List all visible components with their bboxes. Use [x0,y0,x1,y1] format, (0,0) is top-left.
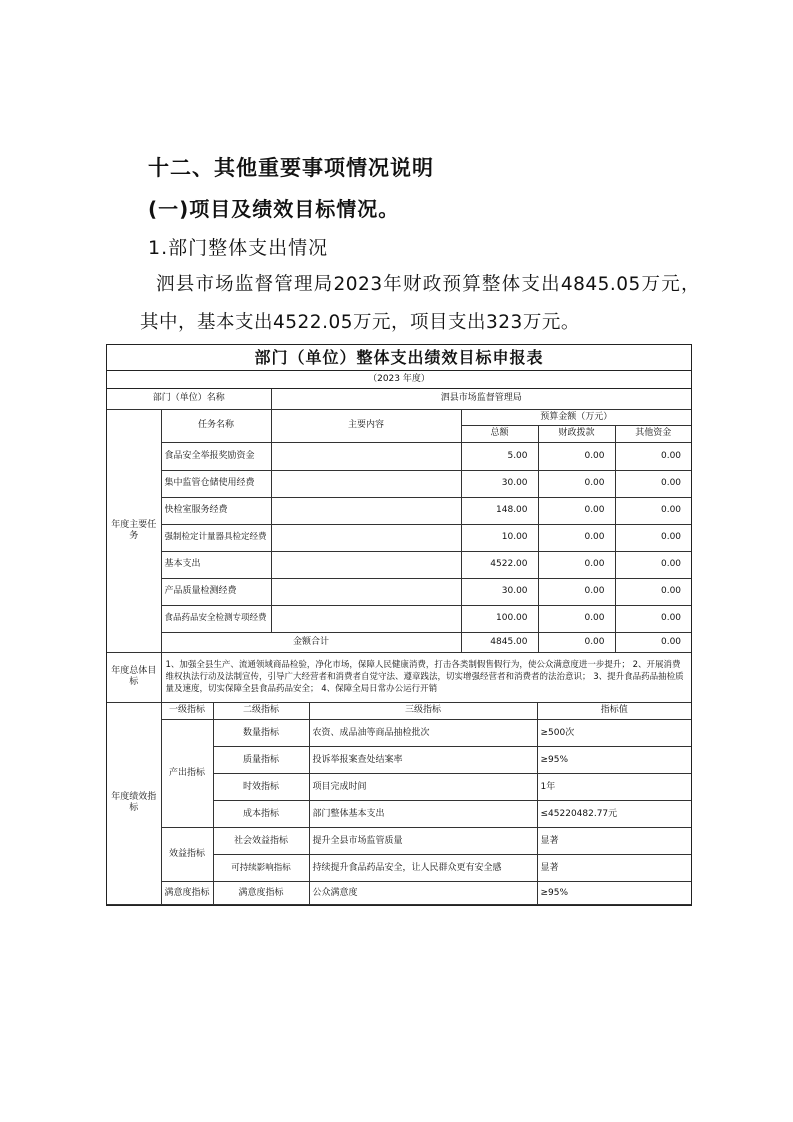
value-cell: 显著 [537,855,691,882]
task-other: 0.00 [615,470,691,497]
overall-goal-row [107,652,691,702]
tasks-table [107,389,691,703]
task-total: 10.00 [461,524,538,551]
perf-label: 年度绩效指标 [107,703,161,905]
level3-cell: 部门整体基本支出 [309,801,537,828]
table-row [107,882,691,905]
level3-cell: 公众满意度 [309,882,537,905]
perf-header-level3: 三级指标 [309,703,537,720]
task-fiscal: 0.00 [538,470,615,497]
header-main-content: 主要内容 [271,409,461,442]
level2-cell: 成本指标 [213,801,309,828]
task-content [271,442,461,470]
table-row [107,497,691,524]
task-fiscal: 0.00 [538,442,615,470]
level2-cell: 质量指标 [213,747,309,774]
table-row [107,720,691,747]
task-content [271,578,461,605]
header-task-name: 任务名称 [161,409,271,442]
task-other: 0.00 [615,524,691,551]
task-fiscal: 0.00 [538,497,615,524]
table-row [107,828,691,855]
sum-other: 0.00 [615,632,691,652]
task-name: 食品安全举报奖励资金 [161,442,271,470]
task-content [271,470,461,497]
sum-row [107,632,691,652]
level2-cell: 满意度指标 [213,882,309,905]
task-fiscal: 0.00 [538,578,615,605]
item-heading: 1.部门整体支出情况 [148,237,329,259]
table-row [107,605,691,632]
task-total: 100.00 [461,605,538,632]
level2-cell: 时效指标 [213,774,309,801]
output-indicator-label: 产出指标 [161,720,213,828]
task-name: 强制检定计量器具检定经费 [161,524,271,551]
task-total: 30.00 [461,578,538,605]
header-fiscal: 财政拨款 [538,425,615,442]
value-cell: ≥500次 [537,720,691,747]
level2-cell: 可持续影响指标 [213,855,309,882]
value-cell: 显著 [537,828,691,855]
form-year: （2023 年度） [107,371,691,389]
performance-form [106,344,692,906]
task-other: 0.00 [615,605,691,632]
sum-total: 4845.00 [461,632,538,652]
level2-cell: 数量指标 [213,720,309,747]
level3-cell: 持续提升食品药品安全，让人民群众更有安全感 [309,855,537,882]
table-row [107,524,691,551]
task-name: 集中监管仓储使用经费 [161,470,271,497]
dept-name: 泗县市场监督管理局 [271,389,691,409]
perf-header-level2: 二级指标 [213,703,309,720]
sum-fiscal: 0.00 [538,632,615,652]
budget-paragraph: 泗县市场监督管理局2023年财政预算整体支出4845.05万元，其中，基本支出4522.05万元，项目支出323万元。 [140,274,700,333]
section-heading: 十二、其他重要事项情况说明 [148,156,434,180]
perf-header-value: 指标值 [537,703,691,720]
task-content [271,605,461,632]
level3-cell: 农资、成品油等商品抽检批次 [309,720,537,747]
task-name: 基本支出 [161,551,271,578]
task-total: 5.00 [461,442,538,470]
value-cell: ≥95% [537,747,691,774]
task-total: 30.00 [461,470,538,497]
overall-goal-label: 年度总体目标 [107,652,161,702]
header-total: 总额 [461,425,538,442]
header-other: 其他资金 [615,425,691,442]
task-fiscal: 0.00 [538,605,615,632]
task-content [271,524,461,551]
level3-cell: 项目完成时间 [309,774,537,801]
form-title: 部门（单位）整体支出绩效目标申报表 [107,345,691,371]
task-other: 0.00 [615,551,691,578]
task-fiscal: 0.00 [538,524,615,551]
task-fiscal: 0.00 [538,551,615,578]
task-content [271,497,461,524]
satisfaction-indicator-label: 满意度指标 [161,882,213,905]
task-total: 4522.00 [461,551,538,578]
sum-label: 金额合计 [161,632,461,652]
value-cell: 1年 [537,774,691,801]
overall-goal-text: 1、加强全县生产、流通领域商品检验，净化市场，保障人民健康消费，打击各类制假售假行为，使公众满意度进一步提升； 2、开展消费维权执法行动及法制宣传，引导广大经营者和消费者自觉守法、遵章践法，切实增强经营者和消费者的法治意识； 3、提升食品药品抽检质量及速度，切实保障全县食品药品安全； 4、保障全局日常办公运行开销 [161,652,691,702]
table-row [107,551,691,578]
table-row [107,442,691,470]
header-budget: 预算金额（万元） [461,409,691,425]
task-content [271,551,461,578]
task-name: 食品药品安全检测专项经费 [161,605,271,632]
task-name: 快检室服务经费 [161,497,271,524]
dept-label: 部门（单位）名称 [107,389,271,409]
level3-cell: 提升全县市场监管质量 [309,828,537,855]
task-other: 0.00 [615,497,691,524]
task-other: 0.00 [615,578,691,605]
task-total: 148.00 [461,497,538,524]
benefit-indicator-label: 效益指标 [161,828,213,882]
tasks-section-label: 年度主要任务 [107,409,161,652]
perf-header-level1: 一级指标 [161,703,213,720]
level2-cell: 社会效益指标 [213,828,309,855]
value-cell: ≤45220482.77元 [537,801,691,828]
value-cell: ≥95% [537,882,691,905]
table-row [107,470,691,497]
task-name: 产品质量检测经费 [161,578,271,605]
level3-cell: 投诉举报案查处结案率 [309,747,537,774]
table-row [107,578,691,605]
task-other: 0.00 [615,442,691,470]
performance-indicators-table [107,703,691,906]
subsection-heading: (一)项目及绩效目标情况。 [148,197,400,221]
